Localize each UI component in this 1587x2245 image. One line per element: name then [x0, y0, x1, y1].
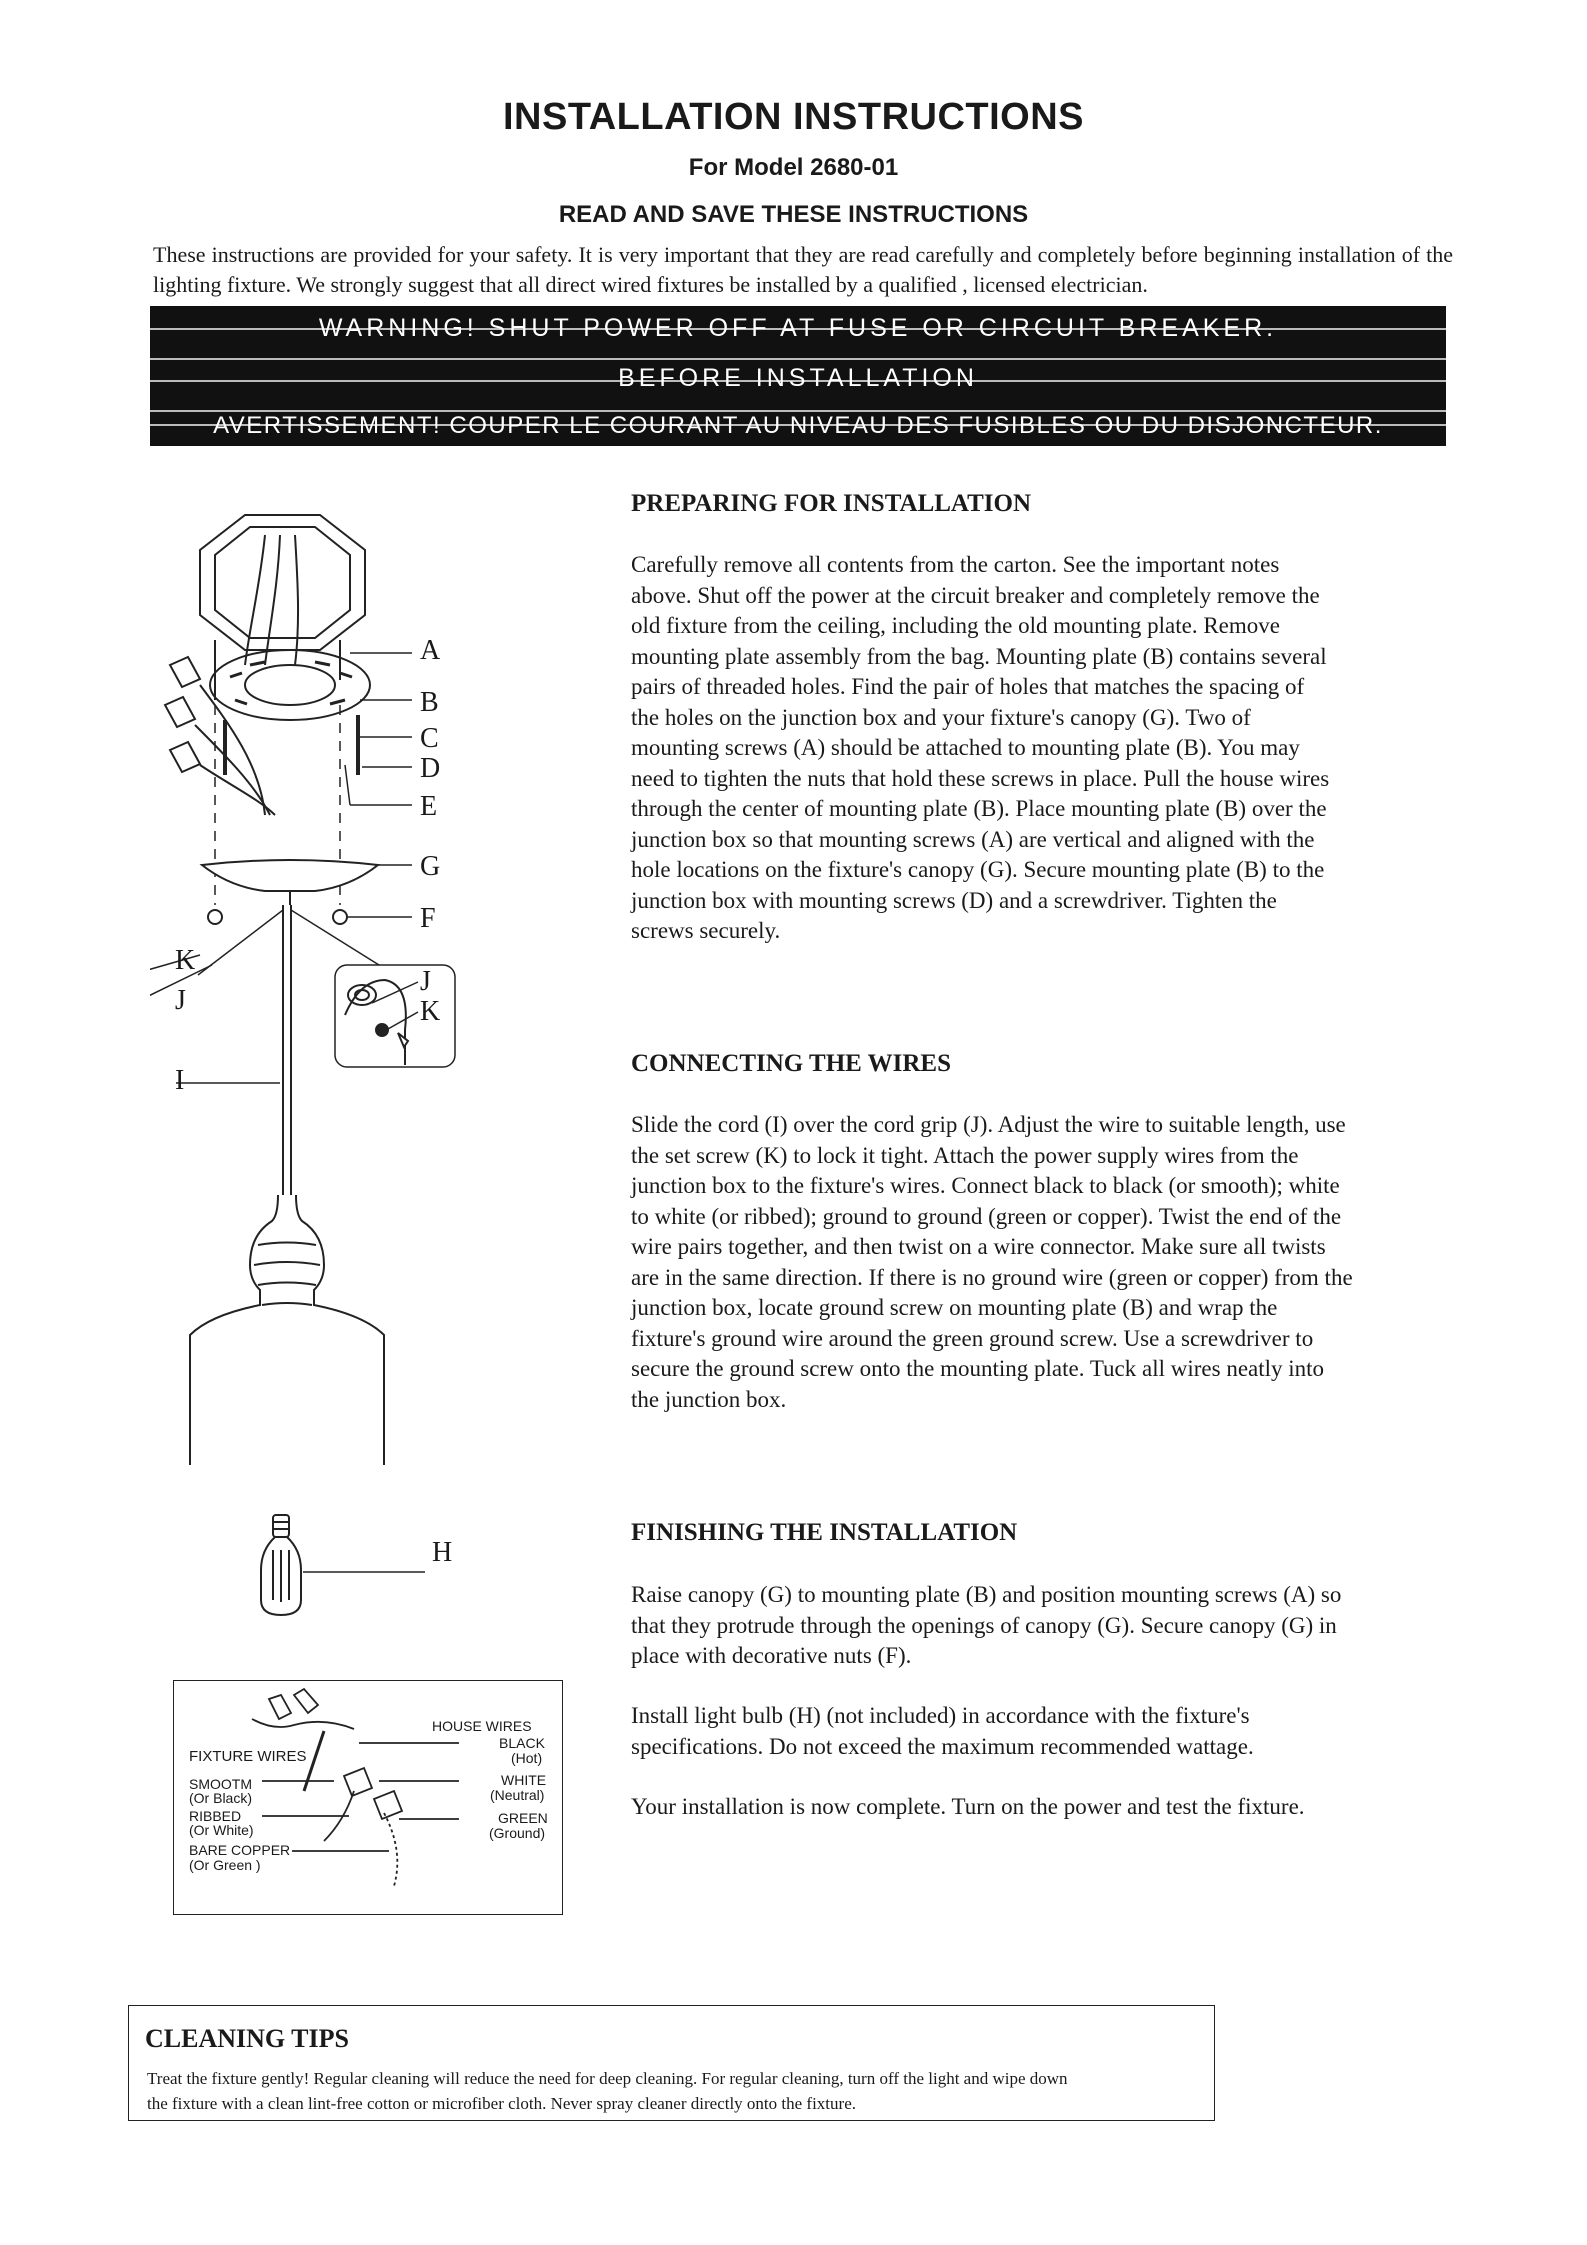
connecting-paragraph: Slide the cord (I) over the cord grip (J). Adjust the wire to suitable length, use the set screw (K) to lock it tight. Attach the power supply wires from the junction box to the fixture's wires. Connect black to black (or smooth); white to white (or ribbed); ground to ground (green or copper). Twist the end of the wire pairs together, and then twist on a wire connector. Make sure all twists are in the same direction. If there is no ground wire (green or copper) from the junction box, locate ground screw on mounting plate (B) and wrap the fixture's ground wire around the green ground screw. Use a screwdriver to secure the ground screw onto the mounting plate. Tuck all wires neatly into the junction box.: [631, 1112, 1353, 1412]
wiring-diagram: [173, 1680, 563, 1915]
or-white-label: (Or White): [189, 1822, 254, 1838]
warning-line-2: BEFORE INSTALLATION: [618, 364, 978, 392]
label-h: H: [432, 1537, 453, 1568]
ribbed-label: RIBBED: [189, 1808, 242, 1824]
label-c: C: [420, 723, 439, 754]
model-number: For Model 2680-01: [688, 154, 899, 181]
or-black-label: (Or Black): [189, 1790, 252, 1806]
fixture-wires-label: FIXTURE WIRES: [189, 1748, 307, 1765]
preparing-paragraph: Carefully remove all contents from the carton. See the important notes above. Shut off the power at the circuit breaker and completely remove the old fixture from the ceiling, including the old mounting plate. Remove mounting plate assembly from the bag. Mounting plate (B) contains several pairs of threaded holes. Find the pair of holes that matches the spacing of the holes on the junction box and your fixture's canopy (G). Two of mounting screws (A) should be attached to mounting plate (B). You may need to tighten the nuts that hold these screws in place. Pull the house wires through the center of mounting plate (B). Place mounting plate (B) over the junction box so that mounting screws (A) are vertical and aligned with the hole locations on the fixture's canopy (G). Secure mounting plate (B) to the junction box with mounting screws (D) and a screwdriver. Tighten the screws securely.: [631, 552, 1330, 943]
connecting-heading: CONNECTING THE WIRES: [631, 1050, 951, 1077]
junction-box: [200, 515, 365, 650]
page-title: INSTALLATION INSTRUCTIONS: [502, 96, 1085, 138]
read-save-notice: READ AND SAVE THESE INSTRUCTIONS: [558, 201, 1029, 228]
ground-label: (Ground): [489, 1825, 546, 1841]
label-d: D: [420, 753, 441, 784]
green-wire-label: GREEN: [498, 1810, 548, 1826]
finishing-heading: FINISHING THE INSTALLATION: [631, 1519, 1018, 1546]
fixture-exploded-diagram: [150, 505, 590, 1465]
smooth-label: SMOOTM: [189, 1776, 252, 1792]
label-a: A: [420, 635, 441, 666]
label-e: E: [420, 791, 438, 822]
label-j: J: [175, 985, 186, 1016]
label-b: B: [420, 687, 439, 718]
label-f: F: [420, 903, 436, 934]
mounting-plate: [210, 650, 370, 720]
warning-line-3: AVERTISSEMENT! COUPER LE COURANT AU NIVEAU DES FUSIBLES OU DU DISJONCTEUR.: [213, 412, 1383, 439]
label-k: K: [175, 945, 196, 976]
bulb-paragraph: Install light bulb (H) (not included) in accordance with the fixture's specifications. Do not exceed the maximum recommended wattage.: [631, 1703, 1254, 1759]
warning-banner: [150, 306, 1446, 446]
label-j-inset: J: [420, 966, 431, 997]
canopy: [202, 860, 378, 891]
preparing-heading: PREPARING FOR INSTALLATION: [631, 490, 1032, 517]
neutral-label: (Neutral): [490, 1787, 545, 1803]
bare-copper-label: BARE COPPER: [189, 1842, 291, 1858]
label-g: G: [420, 851, 441, 882]
black-wire-label: BLACK: [499, 1735, 545, 1751]
complete-paragraph: Your installation is now complete. Turn on the power and test the fixture.: [631, 1794, 1305, 1819]
white-wire-label: WHITE: [501, 1772, 547, 1788]
cleaning-tips-box: [128, 2005, 1215, 2121]
or-green-label: (Or Green ): [189, 1857, 261, 1873]
label-i: I: [175, 1065, 185, 1096]
cleaning-tips-heading: CLEANING TIPS: [145, 2024, 349, 2053]
finishing-paragraph: Raise canopy (G) to mounting plate (B) and position mounting screws (A) so that they protrude through the openings of canopy (G). Secure canopy (G) in place with decorative nuts (F).: [631, 1582, 1342, 1668]
house-wires-label: HOUSE WIRES: [432, 1718, 532, 1734]
label-k-inset: K: [420, 996, 441, 1027]
warning-line-1: WARNING! SHUT POWER OFF AT FUSE OR CIRCUIT BREAKER.: [318, 314, 1278, 342]
light-bulb-icon: [255, 1510, 435, 1620]
hot-label: (Hot): [511, 1750, 543, 1766]
cleaning-tips-text: Treat the fixture gently! Regular cleaning will reduce the need for deep cleaning. For regular cleaning, turn off the light and wipe down the fixture with a clean lint-free cotton or microfiber cloth. Never spray cleaner directly onto the fixture.: [147, 2069, 1068, 2113]
intro-paragraph: These instructions are provided for your safety. It is very important that they are read carefully and completely before beginning installation of the lighting fixture. We strongly suggest that all direct wired fixtures be installed by a qualified , licensed electrician.: [153, 242, 1453, 297]
